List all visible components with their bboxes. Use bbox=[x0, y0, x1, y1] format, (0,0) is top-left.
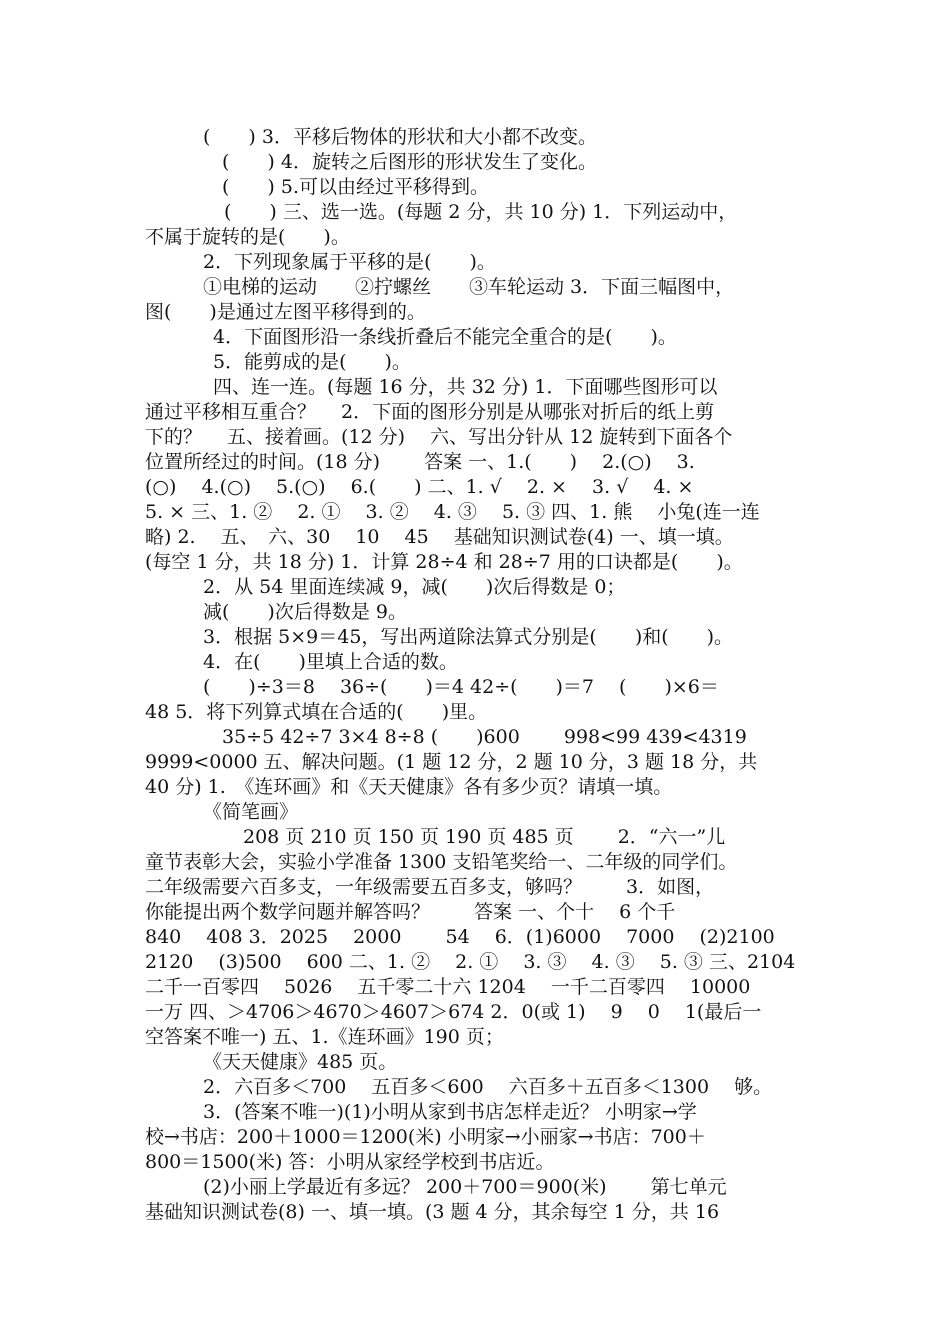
text-line: 2120 (3)500 600 二、1. ② 2. ① 3. ③ 4. ③ 5. ③ 三、2104 bbox=[145, 951, 796, 973]
text-line: (每空 1 分，共 18 分) 1．计算 28÷4 和 28÷7 用的口诀都是( )。 bbox=[145, 551, 743, 573]
text-line: ( ) 4．旋转之后图形的形状发生了变化。 bbox=[222, 151, 597, 173]
text-line: 你能提出两个数学问题并解答吗？ 答案 一、个十 6 个千 bbox=[145, 901, 676, 923]
text-line: 9999<0000 五、解决问题。(1 题 12 分，2 题 10 分，3 题 18 分，共 bbox=[145, 751, 758, 773]
text-line: 基础知识测试卷(8) 一、填一填。(3 题 4 分，其余每空 1 分，共 16 bbox=[145, 1201, 720, 1223]
text-line: 40 分) 1. 《连环画》和《天天健康》各有多少页？请填一填。 bbox=[145, 776, 673, 798]
text-line: 图( )是通过左图平移得到的。 bbox=[145, 301, 426, 323]
text-line: 校→书店：200＋1000＝1200(米) 小明家→小丽家→书店：700＋ bbox=[145, 1126, 706, 1148]
text-line: 一万 四、＞4706＞4670＞4607＞674 2．0(或 1) 9 0 1(最后一 bbox=[145, 1001, 762, 1023]
text-line: (○) 4.(○) 5.(○) 6.( ) 二、1. √ 2. × 3. √ 4. × bbox=[145, 476, 694, 498]
text-line: 减( )次后得数是 9。 bbox=[203, 601, 407, 623]
text-line: 4．下面图形沿一条线折叠后不能完全重合的是( )。 bbox=[213, 326, 677, 348]
text-line: 下的？ 五、接着画。(12 分) 六、写出分针从 12 旋转到下面各个 bbox=[145, 426, 733, 448]
text-line: 空答案不唯一) 五、1.《连环画》190 页； bbox=[145, 1026, 504, 1048]
text-line: 48 5．将下列算式填在合适的( )里。 bbox=[145, 701, 488, 723]
text-line: 位置所经过的时间。(18 分) 答案 一、1.( ) 2.(○) 3. bbox=[145, 451, 695, 473]
text-line: 800＝1500(米) 答：小明从家经学校到书店近。 bbox=[145, 1151, 555, 1173]
text-line: 2．从 54 里面连续减 9，减( )次后得数是 0； bbox=[203, 576, 626, 598]
text-line: 二年级需要六百多支，一年级需要五百多支，够吗？ 3．如图， bbox=[145, 876, 715, 898]
text-line: 4．在( )里填上合适的数。 bbox=[203, 651, 458, 673]
text-line: ①电梯的运动 ②拧螺丝 ③车轮运动 3．下面三幅图中， bbox=[203, 276, 735, 298]
text-line: 略) 2. 五、 六、30 10 45 基础知识测试卷(4) 一、填一填。 bbox=[145, 526, 734, 548]
text-line: 不属于旋转的是( )。 bbox=[145, 226, 350, 248]
text-line: 3．(答案不唯一)(1)小明从家到书店怎样走近？ 小明家→学 bbox=[203, 1101, 697, 1123]
text-line: 童节表彰大会，实验小学准备 1300 支铅笔奖给一、二年级的同学们。 bbox=[145, 851, 738, 873]
text-line: 通过平移相互重合？ 2．下面的图形分别是从哪张对折后的纸上剪 bbox=[145, 401, 715, 423]
text-line: ( ) 三、选一选。(每题 2 分，共 10 分) 1．下列运动中， bbox=[224, 201, 738, 223]
text-line: 《简笔画》 bbox=[203, 801, 299, 823]
text-line: ( )÷3＝8 36÷( )＝4 42÷( )＝7 ( )×6＝ bbox=[203, 676, 719, 698]
text-line: 5. × 三、1. ② 2. ① 3. ② 4. ③ 5. ③ 四、1. 熊 小兔(连一连 bbox=[145, 501, 760, 523]
text-line: ( ) 3．平移后物体的形状和大小都不改变。 bbox=[203, 126, 597, 148]
text-line: 35÷5 42÷7 3×4 8÷8 ( )600 998<99 439<4319 bbox=[222, 726, 747, 748]
text-line: 四、连一连。(每题 16 分，共 32 分) 1．下面哪些图形可以 bbox=[213, 376, 718, 398]
text-line: 208 页 210 页 150 页 190 页 485 页 2．“六一”儿 bbox=[243, 826, 726, 848]
text-line: (2)小丽上学最近有多远？ 200＋700＝900(米) 第七单元 bbox=[203, 1176, 727, 1198]
text-line: 2．六百多＜700 五百多＜600 六百多＋五百多＜1300 够。 bbox=[203, 1076, 773, 1098]
text-line: 3．根据 5×9＝45，写出两道除法算式分别是( )和( )。 bbox=[203, 626, 734, 648]
text-line: 840 408 3．2025 2000 54 6．(1)6000 7000 (2)2100 bbox=[145, 926, 775, 948]
text-line: 2．下列现象属于平移的是( )。 bbox=[203, 251, 496, 273]
text-line: ( ) 5.可以由经过平移得到。 bbox=[222, 176, 489, 198]
text-line: 5．能剪成的是( )。 bbox=[213, 351, 411, 373]
text-line: 二千一百零四 5026 五千零二十六 1204 一千二百零四 10000 bbox=[145, 976, 751, 998]
text-line: 《天天健康》485 页。 bbox=[203, 1051, 398, 1073]
